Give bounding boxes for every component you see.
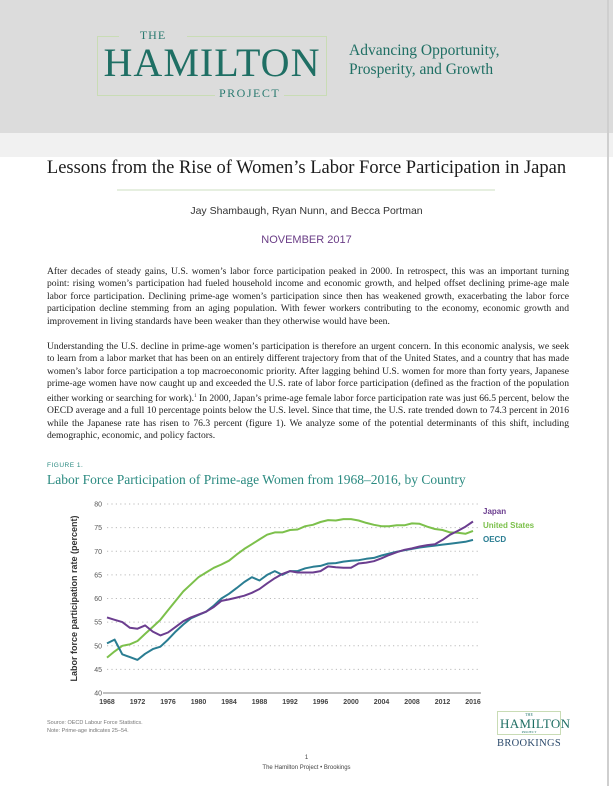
title-divider [117,189,495,191]
authors: Jay Shambaugh, Ryan Nunn, and Becca Portman [190,205,423,217]
x-tick-label: 1988 [251,699,268,706]
page-edge [607,0,609,786]
footer-logo-frame [497,711,571,735]
y-tick-label: 55 [94,619,102,627]
tagline-line-1: Advancing Opportunity, [349,42,500,59]
y-tick-label: 70 [94,548,102,556]
document-title: Lessons from the Rise of Women’s Labor Force Participation in Japan [46,158,567,178]
legend-entry-oecd: OECD [483,535,507,544]
figure-title: Labor Force Participation of Prime-age Women from 1968–2016, by Country [47,472,466,487]
paragraph-2 [47,341,569,442]
tagline-line-2: Prosperity, and Growth [349,61,494,78]
x-tick-label: 2000 [343,699,359,706]
x-tick-label: 1996 [312,699,329,706]
x-tick-label: 1980 [190,699,207,706]
footer-logo [494,711,571,749]
y-tick-label: 75 [94,525,102,533]
x-tick-label: 1992 [282,699,298,706]
x-tick-label: 2016 [465,699,481,706]
x-tick-label: 2004 [373,699,390,706]
page-header [0,0,613,133]
logo-project: PROJECT [215,86,284,101]
footer-logo-hamilton: HAMILTON [500,716,571,731]
figure-source-notes [47,720,143,735]
x-tick-label: 1976 [160,699,176,706]
x-tick-label: 1972 [129,699,146,706]
figure-source: Source: OECD Labour Force Statistics. [47,720,143,726]
paragraph-2-continued: In 2000, Japan’s prime-age female labor force participation rate was just 66.5 percent, below the OECD average and a full 10 percentage points below the U.S. level. Since that time, the U.S. rate trended down to 74.3 percent in 2016 while the Japanese rate has risen to 76.3 percent (figure 1). We analyze some of the potential determinants of this shift, including demographic, economic, and policy factors. [47,392,569,442]
y-axis-label: Labor force participation rate (percent) [69,515,79,682]
y-tick-label: 40 [94,690,102,698]
series-line-united-states [107,519,473,658]
footer-logo-the: THE [525,712,533,717]
y-tick-label: 50 [94,643,102,651]
hamilton-project-logo [97,28,327,100]
page-footer: The Hamilton Project • Brookings [262,765,351,771]
y-tick-label: 65 [94,572,102,580]
y-tick-label: 80 [94,501,102,509]
y-tick-label: 60 [94,596,102,603]
figure-label: FIGURE 1. [47,462,84,469]
chart-legend [483,507,535,544]
page-number: 1 [304,755,309,761]
logo-hamilton: HAMILTON [103,40,321,85]
brookings-logo: BROOKINGS [497,738,561,749]
x-tick-label: 1968 [99,699,115,706]
legend-entry-united-states: United States [483,521,535,530]
chart-series [107,519,473,660]
publication-date: NOVEMBER 2017 [261,234,352,246]
figure-note: Note: Prime-age indicates 25–54. [47,727,129,734]
footnote-marker[interactable]: 1 [194,393,197,399]
header-band [0,133,613,157]
logo-the: THE [119,28,187,43]
series-line-oecd [107,540,473,660]
line-chart [0,490,613,710]
x-tick-label: 2012 [434,699,451,706]
y-axis-ticks [94,502,102,698]
paragraph-1: After decades of steady gains, U.S. women’s labor force participation peaked in 2000. In retrospect, this was an important turning point: rising women’s participation had fueled household income and economic growth, and helped offset declining prime-age male labor force participation. Declining prime-age women’s participation since then has weakened growth, exacerbating the labor force participation decline stemming from an aging population. With fewer workers contributing to the economy, economic growth and improvement in living standards have been weaker than they otherwise would have been. [47,266,569,327]
x-axis-ticks [99,699,481,706]
x-tick-label: 1984 [221,699,237,706]
footer-logo-project: PROJECT [521,730,537,734]
tagline [349,41,500,79]
paragraph-2-text: Understanding the U.S. decline in prime-age women’s participation is therefore an urgent concern. In this economic analysis, we seek to learn from a labor market that has been on an entirely different trajectory from that of the United States, and a country that has made women’s labor force participation a top macroeconomic priority. After lagging behind U.S. women for more than forty years, Japanese prime-age women have now caught up and exceeded the U.S. rate of labor force participation (defined as the fraction of the population either working or searching for work). [47,341,569,404]
legend-entry-japan: Japan [483,507,507,516]
y-tick-label: 45 [94,666,102,674]
x-tick-label: 2008 [404,699,420,706]
